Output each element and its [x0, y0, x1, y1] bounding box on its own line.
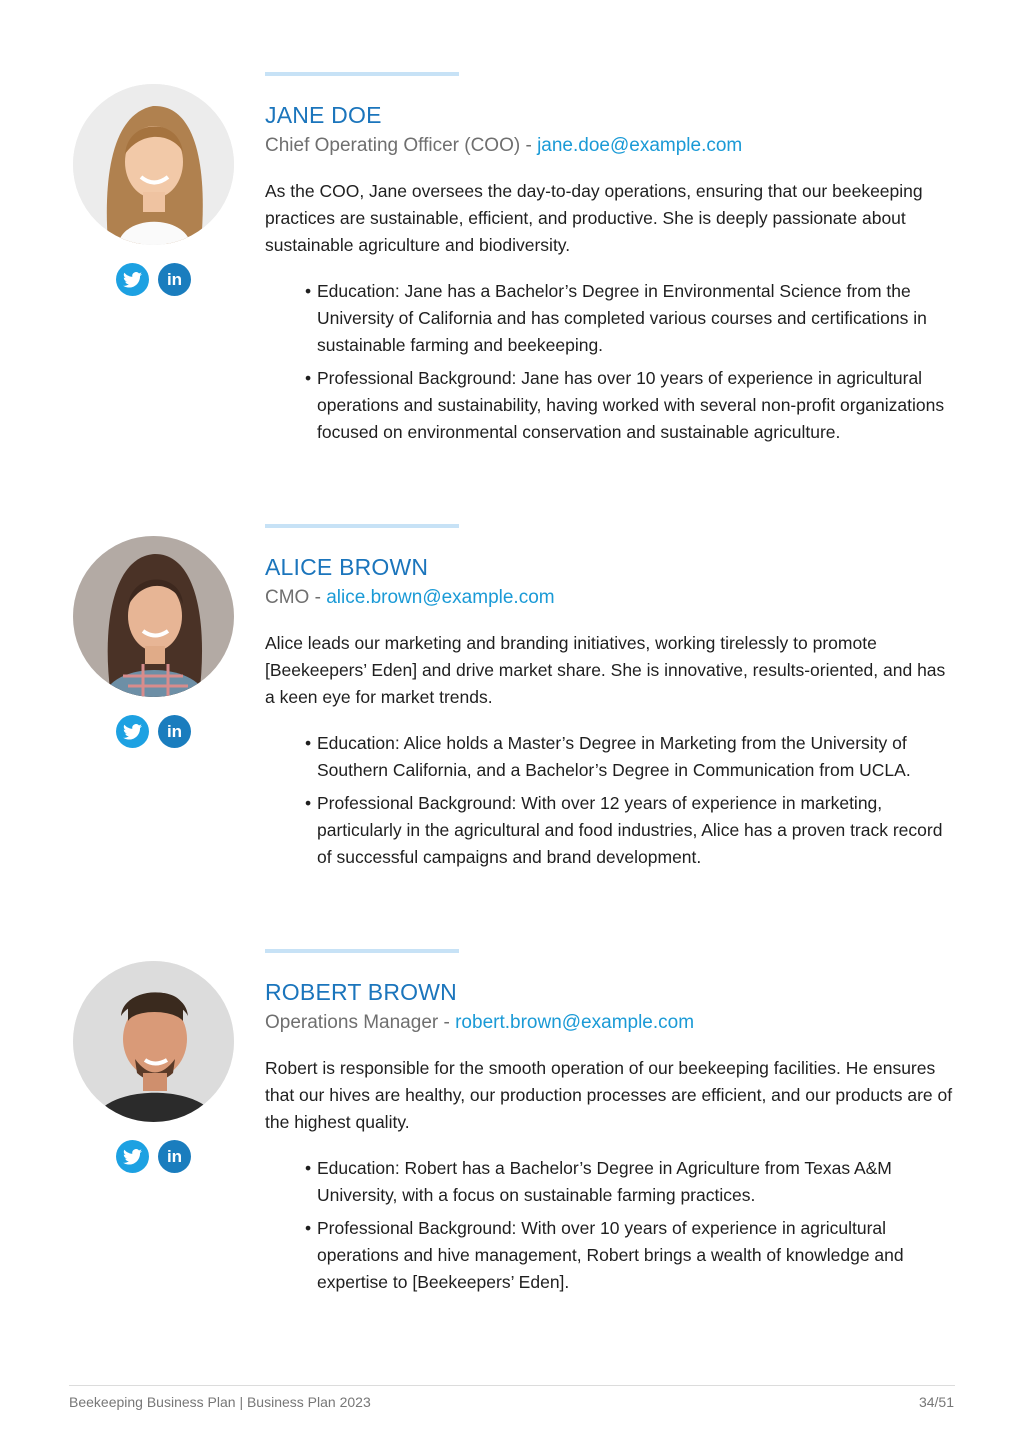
member-details [265, 949, 955, 1302]
member-bio: As the COO, Jane oversees the day-to-day operations, ensuring that our beekeeping practices are sustainable, efficient, and productive. She is deeply passionate about sustainable agriculture and biodiversity. [265, 181, 923, 255]
linkedin-icon[interactable] [158, 715, 191, 748]
profile-photo-alice [73, 536, 234, 697]
member-points [265, 1155, 955, 1296]
member-details [265, 72, 955, 452]
linkedin-icon[interactable] [158, 1140, 191, 1173]
profile-photo-robert [73, 961, 234, 1122]
member-role-line [265, 584, 955, 612]
member-details [265, 524, 955, 877]
education-point: • Education: Alice holds a Master’s Degree in Marketing from the University of Southern California, and a Bachelor’s Degree in Communication from UCLA. [305, 730, 955, 784]
section-divider [265, 524, 459, 528]
section-divider [265, 72, 459, 76]
linkedin-label: in [166, 269, 183, 289]
member-role: CMO [265, 587, 310, 608]
separator: - [309, 587, 327, 608]
education-point: • Education: Jane has a Bachelor’s Degree in Environmental Science from the University of California and has completed various courses and certifications in sustainable farming and beekeeping. [305, 278, 955, 359]
background-point: • Professional Background: With over 12 years of experience in marketing, particularly in the agricultural and food industries, Alice has a proven track record of successful campaigns and brand development. [305, 790, 955, 871]
twitter-icon[interactable] [116, 1140, 149, 1173]
background-point: • Professional Background: Jane has over 10 years of experience in agricultural operations and sustainability, having worked with several non-profit organizations focused on environmental conservation and sustainable agriculture. [305, 365, 955, 446]
linkedin-label: in [166, 1146, 183, 1166]
footer-document-title: Beekeeping Business Plan | Business Plan 2023 [69, 1394, 371, 1410]
member-email-link[interactable]: jane.doe@example.com [537, 135, 743, 156]
member-name: ROBERT BROWN [265, 979, 457, 1005]
member-email-link[interactable]: robert.brown@example.com [455, 1012, 695, 1033]
member-role-line [265, 1009, 955, 1037]
twitter-icon[interactable] [116, 263, 149, 296]
footer-page-number: 34/51 [918, 1394, 954, 1410]
social-links [116, 715, 191, 748]
member-email-link[interactable]: alice.brown@example.com [326, 587, 555, 608]
member-role-line [265, 132, 955, 160]
member-name: ALICE BROWN [265, 554, 429, 580]
member-role: Operations Manager [265, 1012, 439, 1033]
member-points [265, 730, 955, 871]
linkedin-label: in [166, 721, 183, 741]
twitter-icon[interactable] [116, 715, 149, 748]
member-points [265, 278, 955, 446]
member-name: JANE DOE [265, 102, 382, 128]
member-bio: Robert is responsible for the smooth operation of our beekeeping facilities. He ensures that our hives are healthy, our production processes are efficient, and our products are of the highest quality. [265, 1058, 953, 1132]
separator: - [520, 135, 538, 156]
section-divider [265, 949, 459, 953]
profile-photo-jane [73, 84, 234, 245]
education-point: • Education: Robert has a Bachelor’s Degree in Agriculture from Texas A&M University, with a focus on sustainable farming practices. [305, 1155, 955, 1209]
separator: - [438, 1012, 456, 1033]
member-bio: Alice leads our marketing and branding initiatives, working tirelessly to promote [Beekeepers’ Eden] and drive market share. She is innovative, results-oriented, and has a keen eye for market trends. [265, 633, 946, 707]
social-links [116, 1140, 191, 1173]
social-links [116, 263, 191, 296]
linkedin-icon[interactable] [158, 263, 191, 296]
footer-divider [69, 1385, 955, 1386]
member-role: Chief Operating Officer (COO) [265, 135, 521, 156]
background-point: • Professional Background: With over 10 years of experience in agricultural operations and hive management, Robert brings a wealth of knowledge and expertise to [Beekeepers’ Eden]. [305, 1215, 955, 1296]
